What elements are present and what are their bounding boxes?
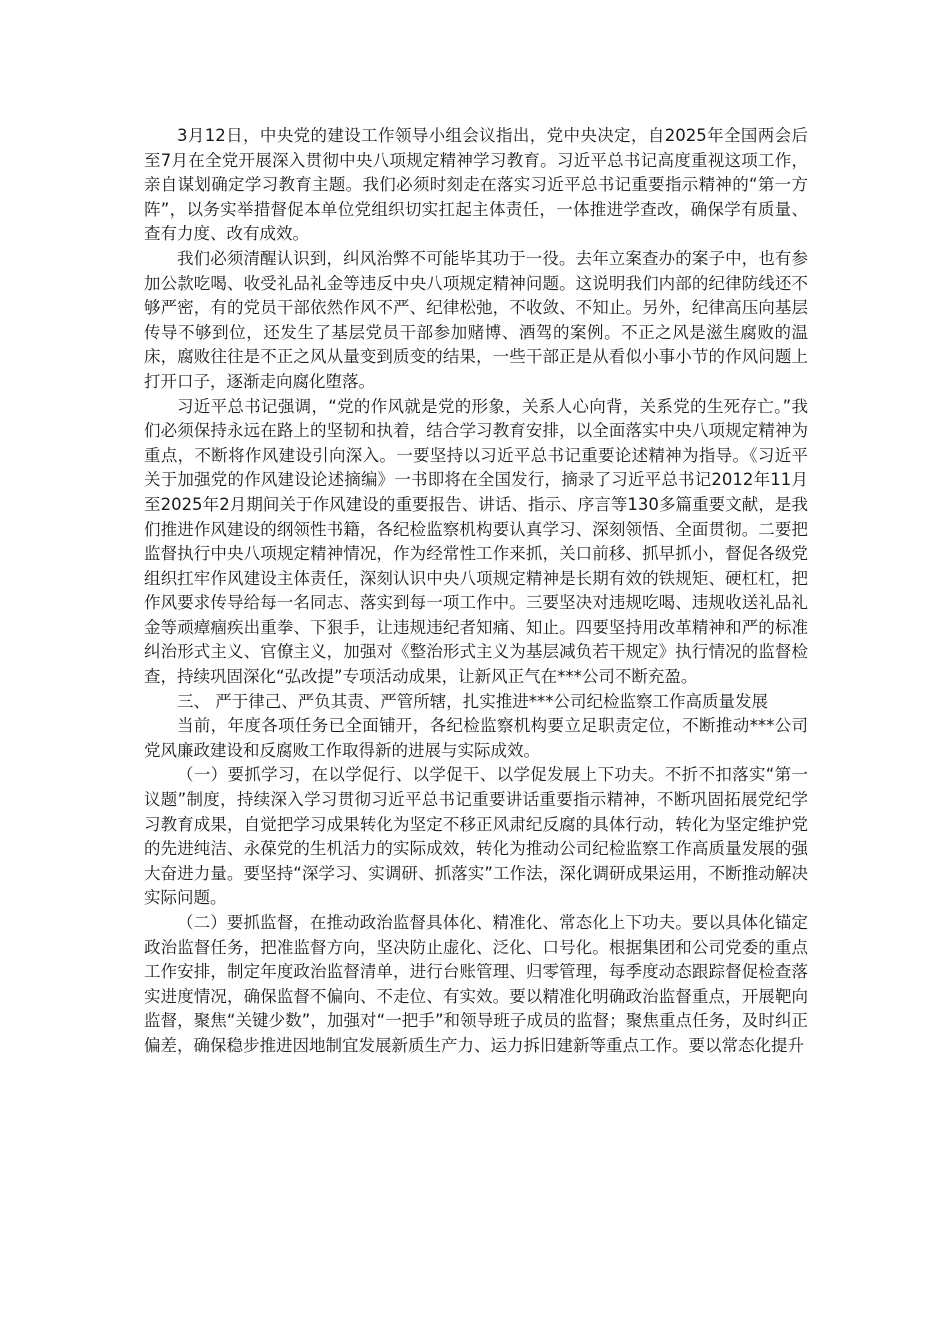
paragraph-3: 习近平总书记强调，“党的作风就是党的形象，关系人心向背，关系党的生死存亡。”我们必须保持永远在路上的坚韧和执着，结合学习教育安排，以全面落实中央八项规定精神为重点，不断将作风建设引向深入。一要坚持以习近平总书记重要论述精神为指导。《习近平关于加强党的作风建设论述摘编》一书即将在全国发行，摘录了习近平总书记2012年11月至2025年2月期间关于作风建设的重要报告、讲话、指示、序言等130多篇重要文献，是我们推进作风建设的纲领性书籍，各纪检监察机构要认真学习、深刻领悟、全面贯彻。二要把监督执行中央八项规定精神情况，作为经常性工作来抓，关口前移、抓早抓小，督促各级党组织扛牢作风建设主体责任，深刻认识中央八项规定精神是长期有效的铁规矩、硬杠杠，把作风要求传导给每一名同志、落实到每一项工作中。三要坚决对违规吃喝、违规收送礼品礼金等顽瘴痼疾出重拳、下狠手，让违规违纪者知痛、知止。四要坚持用改革精神和严的标准纠治形式主义、官僚主义，加强对《整治形式主义为基层减负若干规定》执行情况的监督检查，持续巩固深化“弘改提”专项活动成果，让新风正气在***公司不断充盈。	[144, 396, 808, 687]
paragraph-2: 我们必须清醒认识到，纠风治弊不可能毕其功于一役。去年立案查办的案子中，也有参加公款吃喝、收受礼品礼金等违反中央八项规定精神问题。这说明我们内部的纪律防线还不够严密，有的党员干部依然作风不严、纪律松弛，不收敛、不知止。另外，纪律高压向基层传导不够到位，还发生了基层党员干部参加赌博、酒驾的案例。不正之风是滋生腐败的温床，腐败往往是不正之风从量变到质变的结果，一些干部正是从看似小事小节的作风问题上打开口子，逐渐走向腐化堕落。	[144, 248, 808, 391]
document-body	[144, 124, 808, 1059]
paragraph-6: （二）要抓监督，在推动政治监督具体化、精准化、常态化上下功夫。要以具体化锚定政治监督任务，把准监督方向，坚决防止虚化、泛化、口号化。根据集团和公司党委的重点工作安排，制定年度政治监督清单，进行台账管理、归零管理，每季度动态跟踪督促检查落实进度情况，确保监督不偏向、不走位、有实效。要以精准化明确政治监督重点，开展靶向监督，聚焦“关键少数”，加强对“一把手”和领导班子成员的监督；聚焦重点任务，及时纠正偏差，确保稳步推进因地制宜发展新质生产力、运力拆旧建新等重点工作。要以常态化提升	[144, 913, 808, 1055]
paragraph-4: 当前，年度各项任务已全面铺开，各纪检监察机构要立足职责定位，不断推动***公司党风廉政建设和反腐败工作取得新的进展与实际成效。	[144, 716, 808, 760]
paragraph-1: 3月12日，中央党的建设工作领导小组会议指出，党中央决定，自2025年全国两会后至7月在全党开展深入贯彻中央八项规定精神学习教育。习近平总书记高度重视这项工作，亲自谋划确定学习教育主题。我们必须时刻走在落实习近平总书记重要指示精神的“第一方阵”，以务实举措督促本单位党组织切实扛起主体责任，一体推进学查改，确保学有质量、查有力度、改有成效。	[144, 126, 808, 244]
paragraph-5: （一）要抓学习，在以学促行、以学促干、以学促发展上下功夫。不折不扣落实“第一议题”制度，持续深入学习贯彻习近平总书记重要讲话重要指示精神，不断巩固拓展党纪学习教育成果，自觉把学习成果转化为坚定不移正风肃纪反腐的具体行动，转化为坚定维护党的先进纯洁、永葆党的生机活力的实际成效，转化为推动公司纪检监察工作高质量发展的强大奋进力量。要坚持“深学习、实调研、抓落实”工作法，深化调研成果运用，不断推动解决实际问题。	[144, 765, 808, 908]
section-heading-3: 三、 严于律己、严负其责、严管所辖，扎实推进***公司纪检监察工作高质量发展	[177, 691, 768, 711]
